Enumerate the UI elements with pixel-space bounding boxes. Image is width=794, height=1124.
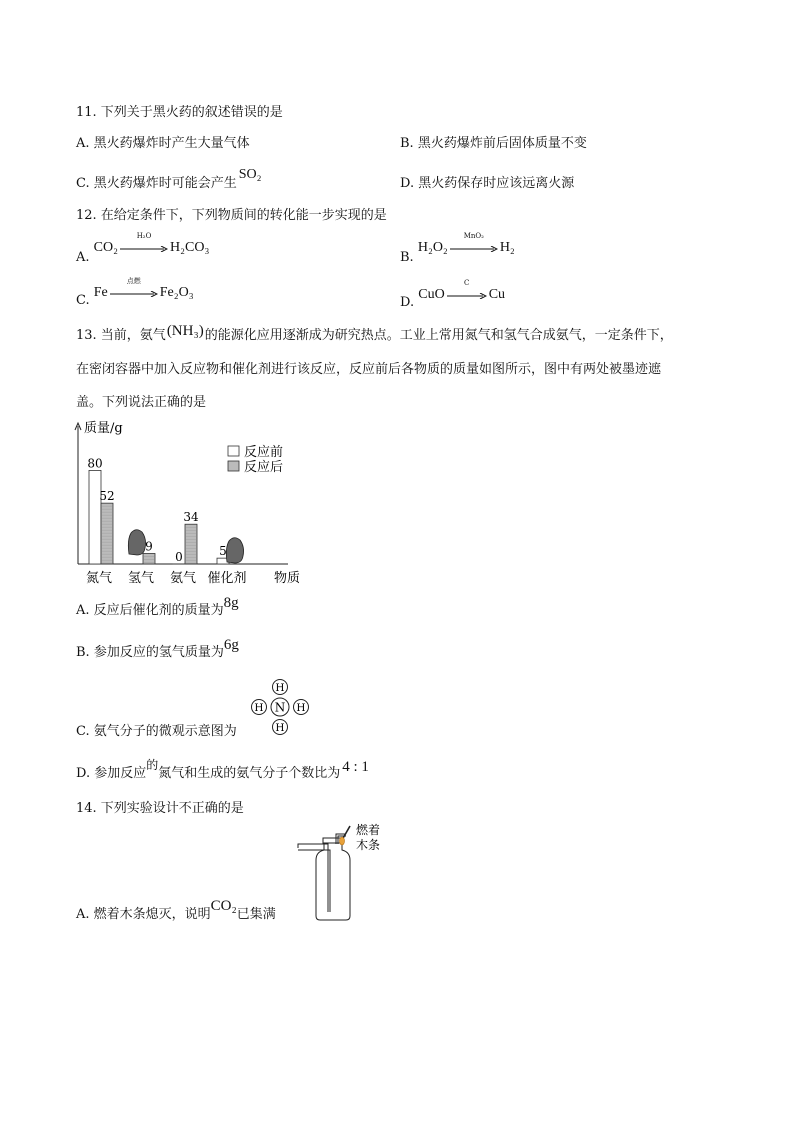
h-atom-top-label: H bbox=[275, 682, 285, 694]
x-axis-label: 物质 bbox=[274, 571, 301, 586]
q14-stem: 14. 下列实验设计不正确的是 bbox=[76, 801, 244, 816]
q13-stem-part-b: 的能源化应用逐渐成为研究热点。工业上常用氮气和氢气合成氨气，一定条件下， bbox=[204, 328, 673, 343]
ink-blot-catalyst bbox=[226, 538, 243, 563]
q12-option-c-right: Fe₂O₃ bbox=[159, 285, 194, 300]
apparatus-label-1: 燃着 bbox=[356, 823, 381, 837]
q12-option-d-condition: C bbox=[464, 278, 470, 287]
q12-option-b bbox=[400, 231, 515, 265]
legend-label-0: 反应前 bbox=[244, 445, 284, 460]
q13-option-b bbox=[76, 637, 239, 661]
h-atom-bottom-label: H bbox=[275, 722, 285, 734]
q12-option-b-arrow bbox=[450, 231, 498, 255]
apparatus-label-2: 木条 bbox=[356, 838, 381, 852]
q13-option-c-text: C. 氨气分子的微观示意图为 bbox=[76, 724, 237, 739]
category-label-3: 催化剂 bbox=[207, 571, 247, 586]
q13-stem-line-1 bbox=[76, 323, 673, 344]
q12-option-b-condition: MnO₂ bbox=[463, 231, 484, 240]
q12-option-c bbox=[76, 276, 194, 308]
q12-option-c-left: Fe bbox=[93, 285, 108, 300]
q13-stem-line-2: 在密闭容器中加入反应物和催化剂进行该反应，反应前后各物质的质量如图所示，图中有两处被墨迹遮 bbox=[76, 362, 662, 377]
q11-option-c-text: C. 黑火药爆炸时可能会产生 bbox=[76, 176, 237, 191]
data-label-1-1: 9 bbox=[145, 539, 153, 554]
category-label-1: 氢气 bbox=[127, 571, 155, 586]
q12-option-a-arrow bbox=[120, 231, 168, 255]
h-atom-left-label: H bbox=[254, 702, 264, 714]
q13-option-d-text-1: D. 参加反应 bbox=[76, 766, 147, 781]
q12-option-d-label: D. bbox=[400, 295, 415, 310]
n-atom-label: N bbox=[274, 700, 286, 715]
ink-blot-hydrogen bbox=[128, 530, 145, 555]
flame-icon bbox=[340, 837, 345, 845]
data-label-1-2: 34 bbox=[183, 510, 199, 525]
q12-option-d-left: CuO bbox=[418, 287, 445, 302]
gas-collection-bottle bbox=[292, 820, 392, 922]
q13-option-d-small: 的 bbox=[146, 758, 159, 772]
ammonia-molecule-diagram bbox=[244, 676, 316, 738]
q13-stem-formula: (NH₃) bbox=[166, 323, 204, 339]
legend-swatch-1 bbox=[228, 461, 239, 471]
q13-option-d-text-2: 氮气和生成的氨气分子个数比为 bbox=[158, 766, 341, 781]
y-axis-label: 质量/g bbox=[84, 421, 123, 436]
h-atom-right-label: H bbox=[296, 702, 306, 714]
q12-option-a-label: A. bbox=[76, 250, 90, 265]
q13-option-d bbox=[76, 758, 369, 782]
data-label-0-0: 80 bbox=[87, 456, 103, 471]
q14-option-a-text: A. 燃着木条熄灭，说明 bbox=[76, 907, 211, 922]
q11-option-b: B. 黑火药爆炸前后固体质量不变 bbox=[400, 136, 587, 151]
q11-option-a: A. 黑火药爆炸时产生大量气体 bbox=[76, 136, 250, 151]
q14-option-a-formula: CO₂ bbox=[210, 898, 237, 914]
q13-option-b-text: B. 参加反应的氢气质量为 bbox=[76, 645, 224, 660]
q12-option-d-arrow bbox=[447, 278, 487, 302]
q11-option-c-formula: SO₂ bbox=[238, 167, 262, 182]
q13-option-a-text: A. 反应后催化剂的质量为 bbox=[76, 603, 224, 618]
bottle-body bbox=[316, 842, 350, 920]
q12-option-a-left: CO₂ bbox=[93, 240, 119, 255]
chart-layer bbox=[75, 421, 300, 586]
q12-option-b-label: B. bbox=[400, 250, 414, 265]
q12-option-b-right: H₂ bbox=[499, 240, 515, 255]
q12-option-d-right: Cu bbox=[488, 287, 506, 302]
q13-stem-line-3: 盖。下列说法正确的是 bbox=[76, 395, 207, 410]
data-label-1-0: 52 bbox=[99, 489, 115, 504]
legend-swatch-0 bbox=[228, 446, 239, 456]
q13-option-d-ratio: 4 : 1 bbox=[342, 759, 369, 775]
q13-option-a bbox=[76, 595, 239, 619]
q12-option-a-condition: H₂O bbox=[136, 231, 152, 240]
q12-option-c-label: C. bbox=[76, 293, 90, 308]
q12-option-c-arrow bbox=[110, 276, 158, 300]
q11-option-d: D. 黑火药保存时应该远离火源 bbox=[400, 176, 575, 191]
bar-0-0 bbox=[89, 470, 101, 564]
q13-option-b-value: 6g bbox=[223, 637, 239, 653]
legend-label-1: 反应后 bbox=[244, 460, 284, 475]
q13-option-a-value: 8g bbox=[223, 595, 239, 611]
q12-stem: 12. 在给定条件下，下列物质间的转化能一步实现的是 bbox=[76, 208, 387, 223]
q12-option-b-left: H₂O₂ bbox=[417, 240, 448, 255]
data-label-0-2: 0 bbox=[175, 550, 183, 564]
category-label-0: 氮气 bbox=[85, 571, 113, 586]
q12-option-d bbox=[400, 278, 506, 310]
q11-stem: 11. 下列关于黑火药的叙述错误的是 bbox=[76, 105, 283, 120]
q14-option-a-text-2: 已集满 bbox=[236, 907, 276, 922]
q12-option-a-right: H₂CO₃ bbox=[170, 240, 210, 255]
q12-option-a bbox=[76, 231, 210, 265]
q12-option-c-condition: 点燃 bbox=[126, 276, 141, 285]
q13-stem-part-a: 13. 当前，氨气 bbox=[76, 328, 166, 343]
q11-option-c bbox=[76, 167, 262, 193]
data-label-0-3: 5 bbox=[219, 544, 227, 559]
q14-option-a bbox=[76, 898, 276, 923]
mass-bar-chart bbox=[66, 418, 326, 590]
category-label-2: 氨气 bbox=[169, 571, 197, 586]
